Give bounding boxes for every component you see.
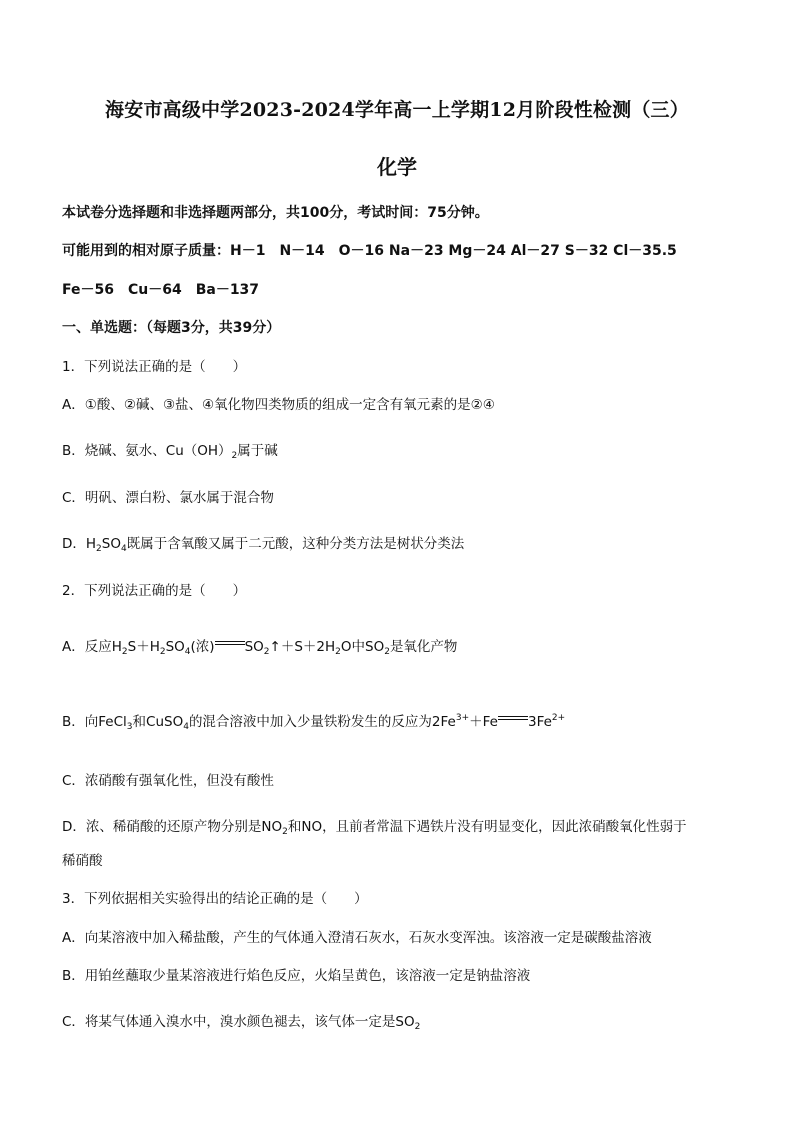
question-1-option-d: D．$H_2SO_4$既属于含氧酸又属于二元酸，这种分类方法是树状分类法 xyxy=(62,536,465,554)
atomic-masses-line1: 可能用到的相对原子质量：H－1 N－14 O－16 Na－23 Mg－24 Al－27 S－32 Cl－35.5 xyxy=(62,243,677,259)
equals-sign xyxy=(215,639,245,649)
question-2-option-b: B．向FeCl$_3$和CuSO$_4$的混合溶液中加入少量铁粉发生的反应为$2Fe^{3+}+Fe$ $3Fe^{2+}$ xyxy=(62,713,566,732)
atomic-masses-line2: Fe－56 Cu－64 Ba－137 xyxy=(62,282,260,298)
question-3-option-a: A．向某溶液中加入稀盐酸，产生的气体通入澄清石灰水，石灰水变浑浊。该溶液一定是碳酸盐溶液 xyxy=(62,930,652,946)
question-3-option-c: C．将某气体通入溴水中，溴水颜色褪去，该气体一定是$SO_2$ xyxy=(62,1014,421,1032)
question-3-stem: 3．下列依据相关实验得出的结论正确的是（ ） xyxy=(62,891,368,907)
question-2-option-d-continued: 稀硝酸 xyxy=(62,853,103,869)
subject-title: 化学 xyxy=(377,155,417,179)
exam-instructions: 本试卷分选择题和非选择题两部分，共100分，考试时间：75分钟。 xyxy=(62,205,489,221)
question-1-stem: 1．下列说法正确的是（ ） xyxy=(62,359,247,375)
section-heading: 一、单选题：（每题3分，共39分） xyxy=(62,320,281,336)
exam-title: 海安市高级中学2023-2024学年高一上学期12月阶段性检测（三） xyxy=(105,99,689,121)
question-1-option-b: B．烧碱、氨水、$Cu(OH)_2$属于碱 xyxy=(62,443,278,461)
question-2-option-d: D．浓、稀硝酸的还原产物分别是$NO_2$和NO，且前者常温下遇铁片没有明显变化，因此浓硝酸氧化性弱于 xyxy=(62,819,687,837)
equals-sign xyxy=(498,714,528,724)
question-1-option-a: A．①酸、②碱、③盐、④氧化物四类物质的组成一定含有氧元素的是②④ xyxy=(62,397,495,413)
question-2-option-c: C．浓硝酸有强氧化性，但没有酸性 xyxy=(62,773,274,789)
question-1-option-c: C．明矾、漂白粉、氯水属于混合物 xyxy=(62,490,274,506)
question-2-stem: 2．下列说法正确的是（ ） xyxy=(62,583,247,599)
question-3-option-b: B．用铂丝蘸取少量某溶液进行焰色反应，火焰呈黄色，该溶液一定是钠盐溶液 xyxy=(62,968,531,984)
question-2-option-a: A．反应$H_2S+H_2SO_4$(浓) $SO_2↑+S+2H_2O$中$SO_2$是氧化产物 xyxy=(62,639,458,657)
